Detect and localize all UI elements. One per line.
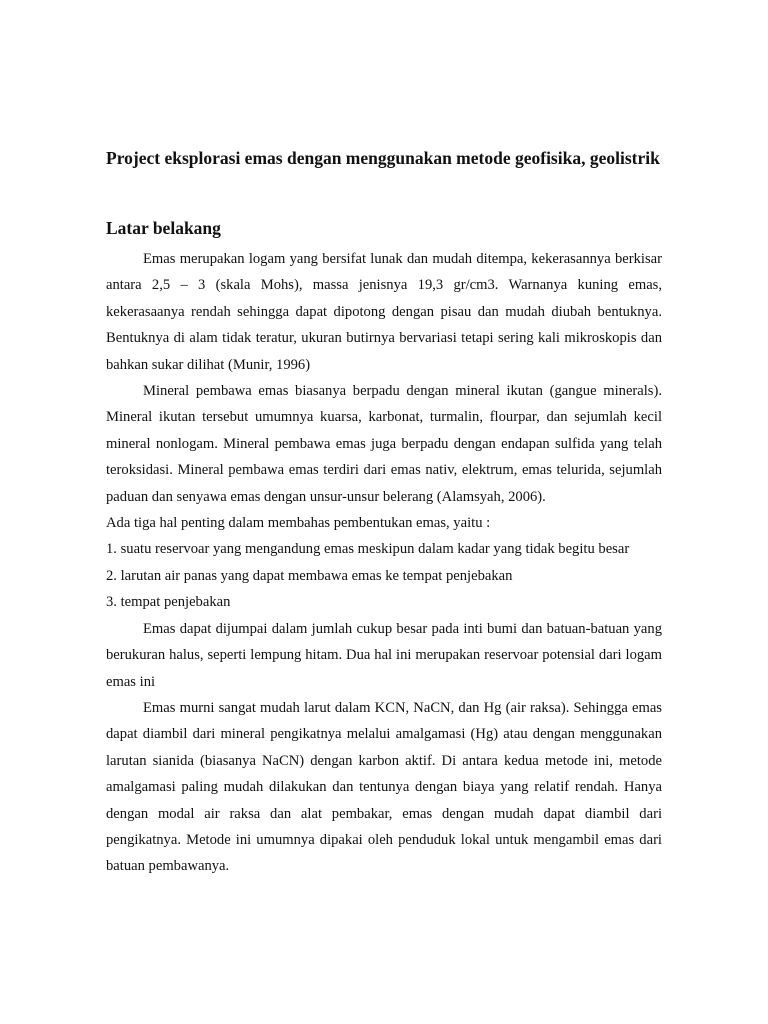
document-title: Project eksplorasi emas dengan menggunakan metode geofisika, geolistrik (106, 148, 660, 168)
paragraph-4: Emas murni sangat mudah larut dalam KCN, NaCN, dan Hg (air raksa). Sehingga emas dapat diambil dari mineral pengikatnya melalui amalgamasi (Hg) atau dengan menggunakan larutan sianida (biasanya NaCN) dengan karbon aktif. Di antara kedua metode ini, metode amalgamasi paling mudah dilakukan dan tentunya dengan biaya yang relatif rendah. Hanya dengan modal air raksa dan alat pembakar, emas dengan mudah dapat diambil dari pengikatnya. Metode ini umumnya dipakai oleh penduduk lokal untuk mengambil emas dari batuan pembawanya. (106, 699, 662, 875)
paragraph-1: Emas merupakan logam yang bersifat lunak dan mudah ditempa, kekerasannya berkisar antara 2,5 – 3 (skala Mohs), massa jenisnya 19,3 gr/cm3. Warnanya kuning emas, kekerasaanya rendah sehingga dapat dipotong dengan pisau dan mudah diubah bentuknya. Bentuknya di alam tidak teratur, ukuran butirnya bervariasi tetapi sering kali mikroskopis dan bahkan sukar dilihat (Munir, 1996) (106, 251, 662, 373)
list-intro: Ada tiga hal penting dalam membahas pembentukan emas, yaitu : (106, 515, 491, 532)
paragraph-2: Mineral pembawa emas biasanya berpadu dengan mineral ikutan (gangue minerals). Mineral ikutan tersebut umumnya kuarsa, karbonat, turmalin, flourpar, dan sejumlah kecil mineral nonlogam. Mineral pembawa emas juga berpadu dengan endapan sulfida yang telah teroksidasi. Mineral pembawa emas terdiri dari emas nativ, elektrum, emas telurida, sejumlah paduan dan senyawa emas dengan unsur-unsur belerang (Alamsyah, 2006). (106, 383, 662, 505)
paragraph-3: Emas dapat dijumpai dalam jumlah cukup besar pada inti bumi dan batuan-batuan yang berukuran halus, seperti lempung hitam. Dua hal ini merupakan reservoar potensial dari logam emas ini (106, 620, 662, 690)
document-page (106, 140, 662, 880)
list-item: 2. larutan air panas yang dapat membawa emas ke tempat penjebakan (106, 567, 513, 584)
list-item: 1. suatu reservoar yang mengandung emas meskipun dalam kadar yang tidak begitu besar (106, 541, 630, 558)
section-heading: Latar belakang (106, 218, 221, 238)
list-item: 3. tempat penjebakan (106, 594, 231, 611)
